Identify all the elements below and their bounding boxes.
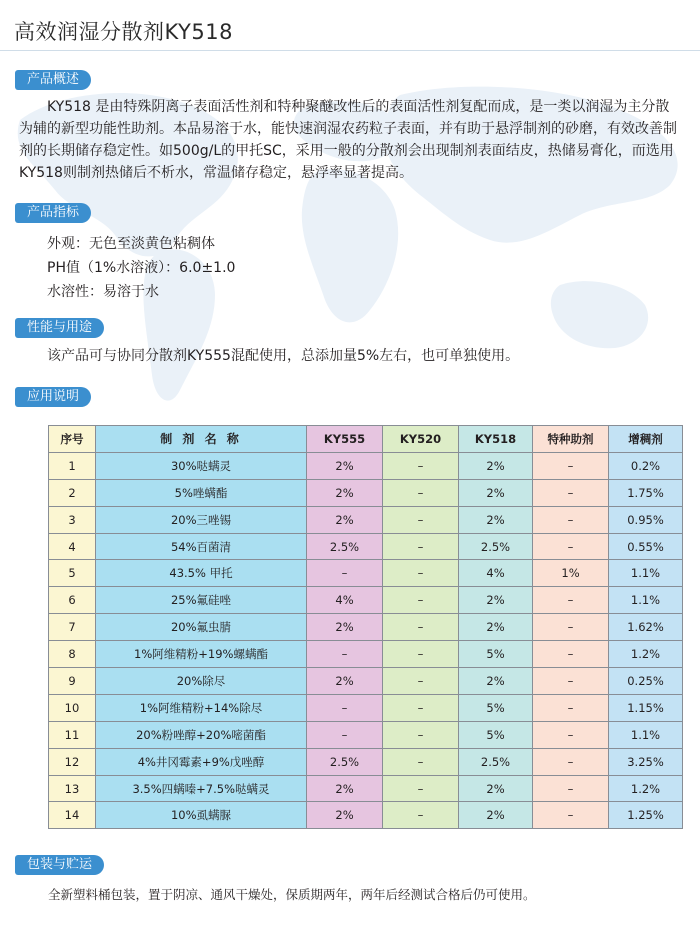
cell-ky555: – bbox=[307, 721, 383, 748]
cell-index: 13 bbox=[49, 775, 96, 802]
cell-special-additive: – bbox=[533, 775, 609, 802]
header-index: 序号 bbox=[49, 426, 96, 453]
application-table bbox=[48, 425, 683, 829]
table-row bbox=[49, 748, 683, 775]
packaging-text: 全新塑料桶包装，置于阴凉、通风干燥处，保质期两年，两年后经测试合格后仍可使用。 bbox=[48, 887, 536, 902]
cell-thickener: 1.1% bbox=[609, 587, 683, 614]
title-divider bbox=[0, 50, 700, 51]
cell-special-additive: – bbox=[533, 587, 609, 614]
cell-special-additive: – bbox=[533, 668, 609, 695]
cell-ky520: – bbox=[383, 641, 459, 668]
cell-ky518: 4% bbox=[459, 560, 533, 587]
cell-ky555: – bbox=[307, 694, 383, 721]
table-row bbox=[49, 479, 683, 506]
cell-index: 7 bbox=[49, 614, 96, 641]
table-row bbox=[49, 641, 683, 668]
cell-thickener: 1.62% bbox=[609, 614, 683, 641]
cell-special-additive: – bbox=[533, 479, 609, 506]
cell-index: 8 bbox=[49, 641, 96, 668]
cell-special-additive: – bbox=[533, 614, 609, 641]
cell-formulation: 20%氟虫腈 bbox=[96, 614, 307, 641]
cell-special-additive: – bbox=[533, 694, 609, 721]
cell-ky555: 2% bbox=[307, 506, 383, 533]
cell-special-additive: – bbox=[533, 721, 609, 748]
cell-index: 11 bbox=[49, 721, 96, 748]
cell-thickener: 1.25% bbox=[609, 802, 683, 829]
cell-ky518: 2% bbox=[459, 775, 533, 802]
header-ky520: KY520 bbox=[383, 426, 459, 453]
header-formulation: 制 剂 名 称 bbox=[96, 426, 307, 453]
cell-ky555: – bbox=[307, 641, 383, 668]
cell-index: 6 bbox=[49, 587, 96, 614]
cell-thickener: 1.2% bbox=[609, 775, 683, 802]
cell-ky520: – bbox=[383, 694, 459, 721]
cell-ky520: – bbox=[383, 560, 459, 587]
header-special-additive: 特种助剂 bbox=[533, 426, 609, 453]
cell-ky555: 2% bbox=[307, 614, 383, 641]
table-row bbox=[49, 587, 683, 614]
header-ky518: KY518 bbox=[459, 426, 533, 453]
cell-formulation: 1%阿维精粉+19%螺螨酯 bbox=[96, 641, 307, 668]
cell-formulation: 20%除尽 bbox=[96, 668, 307, 695]
cell-formulation: 20%三唑锡 bbox=[96, 506, 307, 533]
cell-ky518: 2% bbox=[459, 506, 533, 533]
cell-index: 10 bbox=[49, 694, 96, 721]
cell-formulation: 3.5%四螨嗪+7.5%哒螨灵 bbox=[96, 775, 307, 802]
table-row bbox=[49, 452, 683, 479]
cell-formulation: 1%阿维精粉+14%除尽 bbox=[96, 694, 307, 721]
cell-ky520: – bbox=[383, 614, 459, 641]
cell-ky555: 2% bbox=[307, 479, 383, 506]
cell-thickener: 1.2% bbox=[609, 641, 683, 668]
cell-ky518: 2.5% bbox=[459, 533, 533, 560]
cell-ky520: – bbox=[383, 533, 459, 560]
cell-index: 14 bbox=[49, 802, 96, 829]
cell-index: 1 bbox=[49, 452, 96, 479]
spec-appearance: 外观：无色至淡黄色粘稠体 bbox=[47, 236, 215, 252]
section-heading-specs: 产品指标 bbox=[15, 203, 91, 223]
cell-index: 2 bbox=[49, 479, 96, 506]
cell-thickener: 1.1% bbox=[609, 721, 683, 748]
cell-ky520: – bbox=[383, 802, 459, 829]
cell-ky518: 5% bbox=[459, 694, 533, 721]
cell-ky518: 2% bbox=[459, 668, 533, 695]
cell-ky520: – bbox=[383, 452, 459, 479]
overview-paragraph: KY518 是由特殊阴离子表面活性剂和特种聚醚改性后的表面活性剂复配而成，是一类以润湿为主分散为辅的新型功能性助剂。本品易溶于水，能快速润湿农药粒子表面，并有助于悬浮制剂的砂磨，有效改善制剂的长期储存稳定性。如500g/L的甲托SC，采用一般的分散剂会出现制剂表面结皮，热储易膏化，而选用KY518则制剂热储后不析水，常温储存稳定，悬浮率显著提高。 bbox=[19, 99, 677, 181]
table-header-row bbox=[49, 426, 683, 453]
section-heading-usage: 性能与用途 bbox=[15, 318, 104, 338]
cell-ky518: 2% bbox=[459, 587, 533, 614]
cell-thickener: 0.55% bbox=[609, 533, 683, 560]
cell-formulation: 54%百菌清 bbox=[96, 533, 307, 560]
cell-ky518: 2% bbox=[459, 452, 533, 479]
cell-thickener: 1.1% bbox=[609, 560, 683, 587]
cell-ky518: 5% bbox=[459, 641, 533, 668]
cell-special-additive: – bbox=[533, 748, 609, 775]
cell-thickener: 3.25% bbox=[609, 748, 683, 775]
cell-thickener: 0.25% bbox=[609, 668, 683, 695]
cell-special-additive: – bbox=[533, 452, 609, 479]
cell-ky555: 2% bbox=[307, 668, 383, 695]
section-heading-application: 应用说明 bbox=[15, 387, 91, 407]
cell-ky518: 5% bbox=[459, 721, 533, 748]
section-heading-packaging: 包装与贮运 bbox=[15, 855, 104, 875]
cell-special-additive: – bbox=[533, 802, 609, 829]
page-title: 高效润湿分散剂KY518 bbox=[14, 20, 233, 44]
cell-thickener: 0.95% bbox=[609, 506, 683, 533]
cell-thickener: 1.75% bbox=[609, 479, 683, 506]
cell-ky555: 2% bbox=[307, 775, 383, 802]
cell-ky555: 4% bbox=[307, 587, 383, 614]
cell-special-additive: 1% bbox=[533, 560, 609, 587]
table-row bbox=[49, 560, 683, 587]
cell-index: 12 bbox=[49, 748, 96, 775]
cell-special-additive: – bbox=[533, 506, 609, 533]
cell-ky555: 2% bbox=[307, 802, 383, 829]
table-row bbox=[49, 775, 683, 802]
cell-formulation: 43.5% 甲托 bbox=[96, 560, 307, 587]
usage-paragraph: 该产品可与协同分散剂KY555混配使用，总添加量5%左右，也可单独使用。 bbox=[47, 348, 520, 364]
cell-ky520: – bbox=[383, 479, 459, 506]
cell-ky555: 2.5% bbox=[307, 748, 383, 775]
cell-ky520: – bbox=[383, 506, 459, 533]
cell-ky518: 2% bbox=[459, 802, 533, 829]
section-heading-overview: 产品概述 bbox=[15, 70, 91, 90]
table-row bbox=[49, 506, 683, 533]
cell-ky518: 2% bbox=[459, 614, 533, 641]
cell-special-additive: – bbox=[533, 533, 609, 560]
table-row bbox=[49, 802, 683, 829]
cell-ky520: – bbox=[383, 775, 459, 802]
header-thickener: 增稠剂 bbox=[609, 426, 683, 453]
cell-formulation: 5%唑螨酯 bbox=[96, 479, 307, 506]
cell-ky518: 2.5% bbox=[459, 748, 533, 775]
cell-thickener: 0.2% bbox=[609, 452, 683, 479]
cell-thickener: 1.15% bbox=[609, 694, 683, 721]
spec-ph: PH值（1%水溶液）：6.0±1.0 bbox=[47, 260, 236, 276]
cell-ky555: 2.5% bbox=[307, 533, 383, 560]
cell-index: 4 bbox=[49, 533, 96, 560]
cell-formulation: 20%粉唑醇+20%嘧菌酯 bbox=[96, 721, 307, 748]
table-row bbox=[49, 694, 683, 721]
cell-ky520: – bbox=[383, 587, 459, 614]
cell-index: 3 bbox=[49, 506, 96, 533]
cell-ky520: – bbox=[383, 668, 459, 695]
table-row bbox=[49, 668, 683, 695]
cell-index: 5 bbox=[49, 560, 96, 587]
cell-ky518: 2% bbox=[459, 479, 533, 506]
cell-ky520: – bbox=[383, 748, 459, 775]
cell-formulation: 4%井冈霉素+9%戊唑醇 bbox=[96, 748, 307, 775]
cell-ky555: – bbox=[307, 560, 383, 587]
spec-solubility: 水溶性：易溶于水 bbox=[47, 284, 159, 300]
cell-ky555: 2% bbox=[307, 452, 383, 479]
cell-index: 9 bbox=[49, 668, 96, 695]
table-row bbox=[49, 614, 683, 641]
table-row bbox=[49, 721, 683, 748]
cell-special-additive: – bbox=[533, 641, 609, 668]
cell-ky520: – bbox=[383, 721, 459, 748]
cell-formulation: 10%虱螨脲 bbox=[96, 802, 307, 829]
cell-formulation: 25%氟硅唑 bbox=[96, 587, 307, 614]
cell-formulation: 30%哒螨灵 bbox=[96, 452, 307, 479]
table-row bbox=[49, 533, 683, 560]
header-ky555: KY555 bbox=[307, 426, 383, 453]
